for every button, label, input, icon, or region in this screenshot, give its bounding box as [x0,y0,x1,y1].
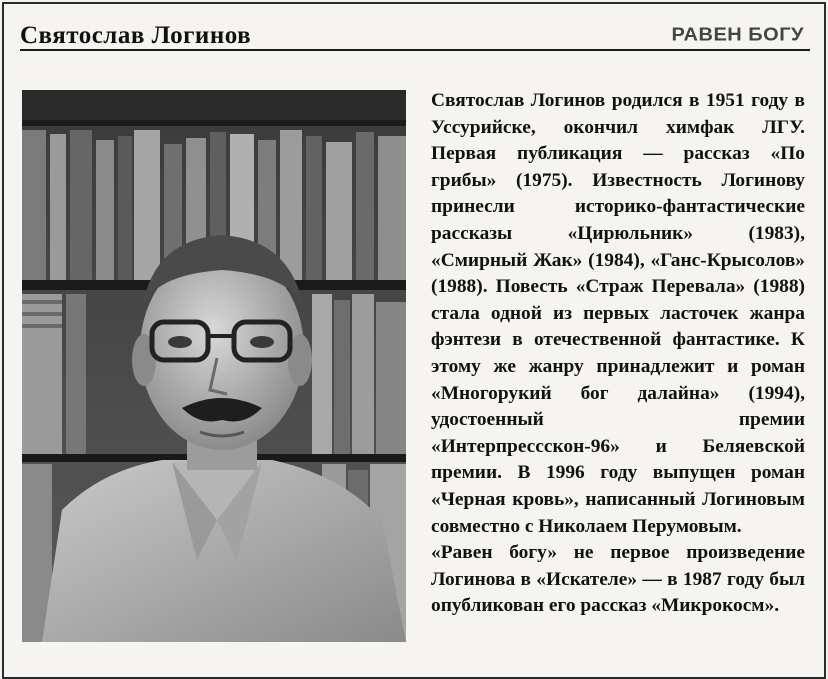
biography-text [431,88,805,620]
author-name: Святослав Логинов [20,22,252,49]
page-header [4,4,824,56]
biography-paragraph: Святослав Логинов родился в 1951 году в Уссурийске, окончил химфак ЛГУ. Первая публикация — рассказ «По грибы» (1975). Известность Логинову принесли историко-фантастические рассказы «Цирюльник» (1983), «Смирный Жак» (1984), «Ганс-Крысолов» (1988). Повесть «Страж Перевала» (1988) стала одной из первых ласточек жанра фэнтези в отечественной фантастике. К этому же жанру принадлежит и роман «Многорукий бог далайна» (1994), удостоенный премии «Интерпрессскон-96» и Беляевской премии. В 1996 году выпущен роман «Черная кровь», написанный Логиновым совместно с Николаем Перумовым. [431,90,805,537]
author-portrait-icon [22,90,406,642]
magazine-page [2,2,826,679]
section-title: РАВЕН БОГУ [671,24,804,46]
biography-paragraph: «Равен богу» не первое произведение Логинова в «Искателе» — в 1987 году был опубликован его рассказ «Микрокосм». [431,542,805,617]
author-portrait-photo [22,90,406,642]
header-rule [20,49,810,51]
